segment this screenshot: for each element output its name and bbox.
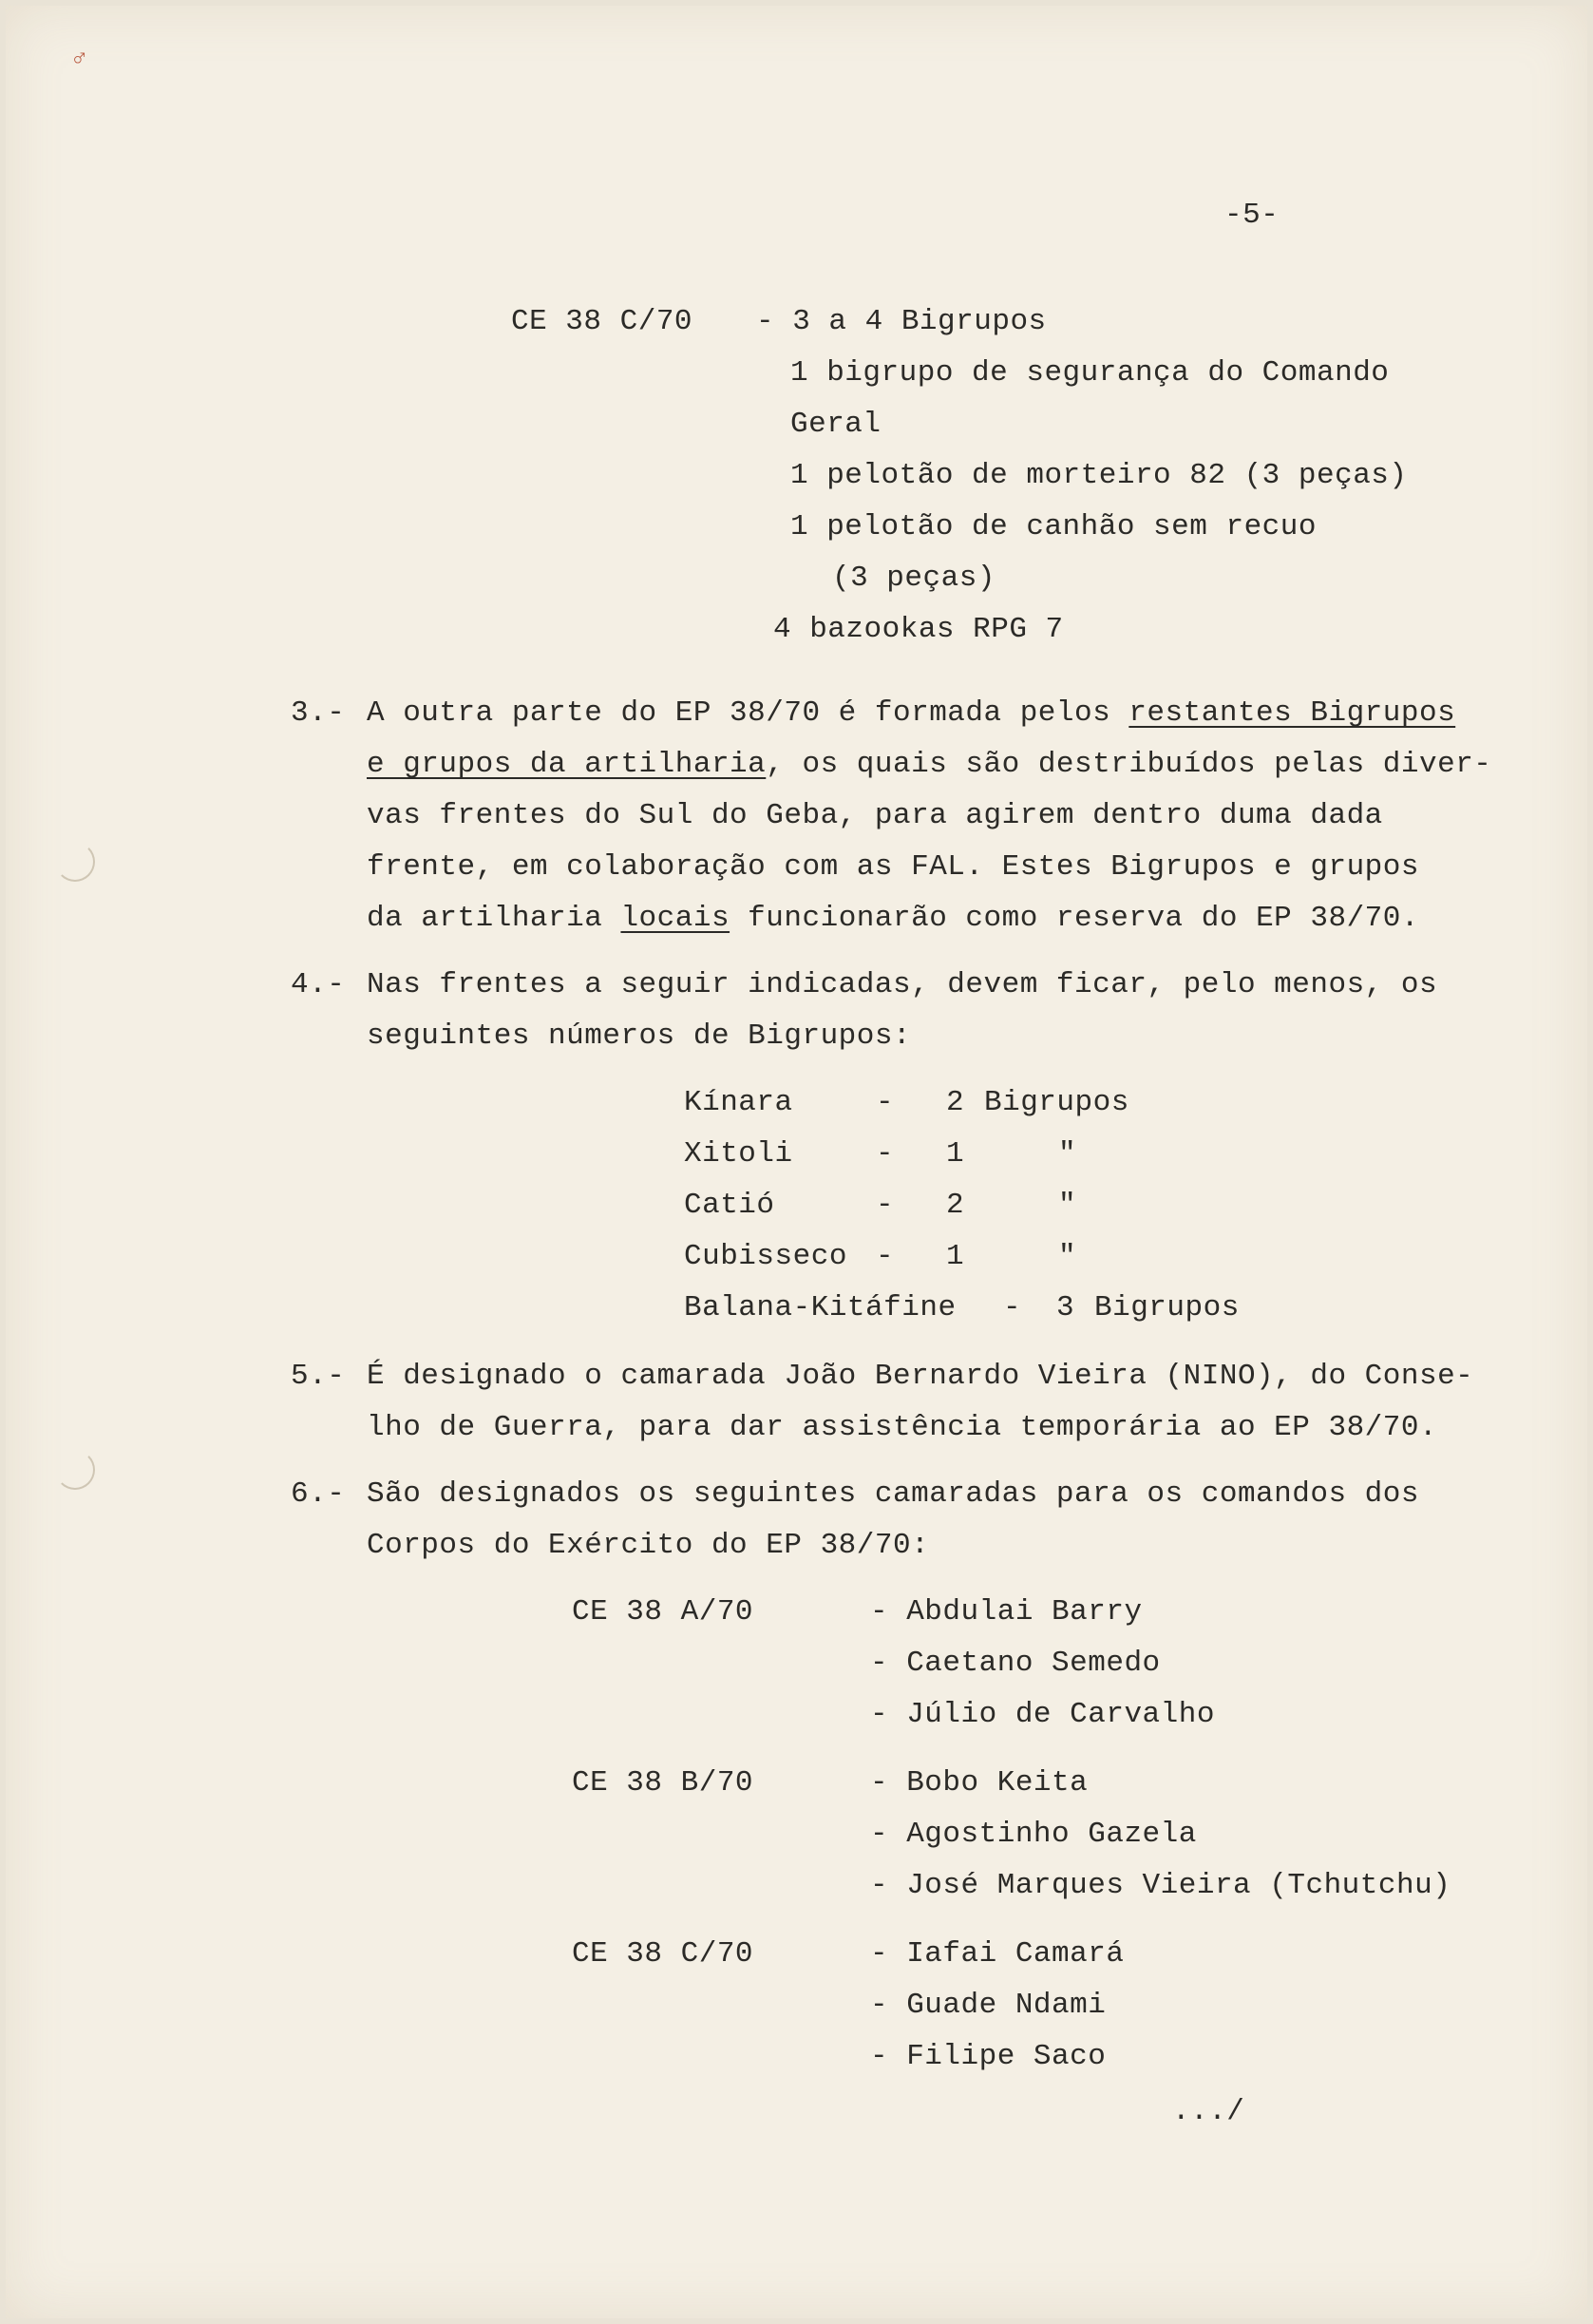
front-dash: - bbox=[876, 1086, 895, 1119]
punch-hole bbox=[55, 842, 95, 882]
front-dash: - bbox=[876, 1189, 895, 1222]
unit-label: CE 38 C/70 bbox=[511, 305, 693, 338]
paragraph-line: da artilharia locais funcionarão como reserva do EP 38/70. bbox=[367, 902, 1419, 935]
document-page bbox=[6, 6, 1587, 2318]
punch-hole bbox=[55, 1450, 95, 1490]
front-name: Catió bbox=[684, 1189, 775, 1222]
commander-name: - Abdulai Barry bbox=[870, 1595, 1143, 1629]
paragraph-number: 6.- bbox=[291, 1477, 346, 1511]
paragraph-line: seguintes números de Bigrupos: bbox=[367, 1019, 912, 1053]
front-count: 1 bbox=[946, 1240, 965, 1273]
commander-name: - Bobo Keita bbox=[870, 1766, 1089, 1800]
item-line: 1 pelotão de morteiro 82 (3 peças) bbox=[790, 459, 1408, 492]
front-unit: " bbox=[1058, 1137, 1077, 1171]
paragraph-number: 3.- bbox=[291, 696, 346, 730]
commander-name: - José Marques Vieira (Tchutchu) bbox=[870, 1869, 1451, 1902]
front-count: 2 bbox=[946, 1086, 965, 1119]
commander-name: - Júlio de Carvalho bbox=[870, 1698, 1215, 1731]
paragraph-line: lho de Guerra, para dar assistência temporária ao EP 38/70. bbox=[367, 1411, 1438, 1444]
front-dash: - bbox=[876, 1137, 895, 1171]
bigrupos-count: - 3 a 4 Bigrupos bbox=[756, 305, 1047, 338]
front-count: 3 bbox=[1056, 1291, 1075, 1324]
item-line: 4 bazookas RPG 7 bbox=[773, 613, 1064, 646]
front-name: Xitoli bbox=[684, 1137, 793, 1171]
page-number: -5- bbox=[1224, 199, 1280, 232]
front-dash: - bbox=[876, 1240, 895, 1273]
front-count: 1 bbox=[946, 1137, 965, 1171]
front-name: Kínara bbox=[684, 1086, 793, 1119]
paragraph-line: frente, em colaboração com as FAL. Estes Bigrupos e grupos bbox=[367, 850, 1419, 884]
front-unit: Bigrupos bbox=[1094, 1291, 1240, 1324]
unit-label: CE 38 A/70 bbox=[572, 1595, 754, 1629]
commander-name: - Iafai Camará bbox=[870, 1937, 1125, 1971]
paragraph-line: A outra parte do EP 38/70 é formada pelos restantes Bigrupos bbox=[367, 696, 1456, 730]
front-name: Balana-Kitáfine bbox=[684, 1291, 957, 1324]
front-name: Cubisseco bbox=[684, 1240, 847, 1273]
paragraph-number: 5.- bbox=[291, 1360, 346, 1393]
paragraph-line: Corpos do Exército do EP 38/70: bbox=[367, 1529, 930, 1562]
commander-name: - Guade Ndami bbox=[870, 1989, 1107, 2022]
item-line: (3 peças) bbox=[832, 562, 996, 595]
paragraph-line: Nas frentes a seguir indicadas, devem ficar, pelo menos, os bbox=[367, 968, 1438, 1001]
paragraph-line: vas frentes do Sul do Geba, para agirem dentro duma dada bbox=[367, 799, 1383, 832]
ink-mark: ♂ bbox=[72, 44, 87, 72]
commander-name: - Filipe Saco bbox=[870, 2040, 1107, 2073]
unit-label: CE 38 C/70 bbox=[572, 1937, 754, 1971]
front-count: 2 bbox=[946, 1189, 965, 1222]
front-dash: - bbox=[1003, 1291, 1022, 1324]
paragraph-line: É designado o camarada João Bernardo Vieira (NINO), do Conse- bbox=[367, 1360, 1474, 1393]
continuation-mark: .../ bbox=[1172, 2095, 1245, 2128]
item-line: 1 pelotão de canhão sem recuo bbox=[790, 510, 1317, 543]
unit-label: CE 38 B/70 bbox=[572, 1766, 754, 1800]
item-line: Geral bbox=[790, 408, 882, 441]
item-line: 1 bigrupo de segurança do Comando bbox=[790, 356, 1390, 390]
commander-name: - Agostinho Gazela bbox=[870, 1818, 1197, 1851]
paragraph-line: e grupos da artilharia, os quais são destribuídos pelas diver- bbox=[367, 748, 1492, 781]
paragraph-number: 4.- bbox=[291, 968, 346, 1001]
front-unit: " bbox=[1058, 1240, 1077, 1273]
paragraph-line: São designados os seguintes camaradas para os comandos dos bbox=[367, 1477, 1419, 1511]
commander-name: - Caetano Semedo bbox=[870, 1647, 1161, 1680]
front-unit: Bigrupos bbox=[984, 1086, 1129, 1119]
front-unit: " bbox=[1058, 1189, 1077, 1222]
